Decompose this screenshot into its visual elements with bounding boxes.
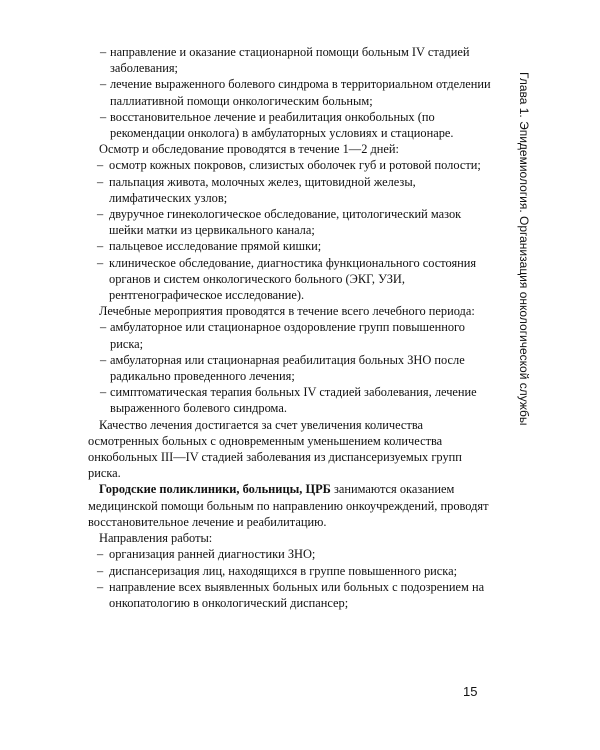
list-item: [88, 109, 492, 141]
dash-bullet: –: [97, 579, 104, 594]
list-item: [88, 563, 492, 579]
list-item: [88, 238, 492, 254]
list-item: [88, 157, 492, 173]
list-item: [88, 76, 492, 108]
dash-bullet: –: [100, 45, 107, 59]
list-item-text: направление и оказание стационарной помощи больным IV стадией заболевания;: [110, 45, 470, 76]
dash-bullet: –: [97, 158, 104, 173]
dash-bullet: –: [97, 547, 104, 562]
list-item-text: пальцевое исследование прямой кишки;: [109, 239, 322, 254]
dash-bullet: –: [97, 207, 104, 222]
dash-bullet: –: [97, 255, 104, 270]
dash-bullet: –: [97, 239, 104, 254]
list-item: [88, 319, 492, 351]
polyclinic-heading: Городские поликлиники, больницы, ЦРБ: [99, 482, 331, 497]
directions-intro: Направления работы:: [99, 531, 213, 546]
dash-bullet: –: [100, 320, 107, 335]
dash-bullet: –: [100, 352, 107, 367]
list-exam: [88, 157, 492, 303]
list-item: [88, 352, 492, 384]
treatment-intro: Лечебные мероприятия проводятся в течение всего лечебного периода:: [99, 304, 475, 319]
page-number: 15: [463, 684, 478, 699]
list-item-text: симптоматическая терапия больных IV стадией заболевания, лечение выраженного болевого синдрома.: [110, 385, 477, 416]
list-item: [88, 255, 492, 304]
polyclinic-text: занимаются оказанием медицинской помощи больным по направлению онкоучреждений, проводят восстановительное лечение и реабилитацию.: [88, 482, 489, 529]
polyclinic-paragraph: [88, 481, 492, 530]
list-directions: [88, 546, 492, 611]
dash-bullet: –: [100, 385, 107, 400]
list-item: [88, 579, 492, 611]
list-item-text: осмотр кожных покровов, слизистых оболочек губ и ротовой полости;: [109, 158, 481, 173]
list-treatment: [88, 319, 492, 416]
list-top-services: [88, 44, 492, 141]
dash-bullet: –: [97, 174, 104, 189]
exam-intro: Осмотр и обследование проводятся в течение 1—2 дней:: [99, 142, 399, 157]
list-item-text: клиническое обследование, диагностика функционального состояния органов и систем онкологического больного (ЭКГ, УЗИ, рентгенографическое исследование).: [109, 255, 477, 303]
list-item-text: восстановительное лечение и реабилитация онкобольных (по рекомендации онколога) в амбулаторных условиях и стационаре.: [110, 109, 454, 141]
list-item-text: амбулаторное или стационарное оздоровление групп повышенного риска;: [110, 320, 465, 351]
list-item-text: пальпация живота, молочных желез, щитовидной железы, лимфатических узлов;: [109, 174, 416, 205]
list-item-text: организация ранней диагностики ЗНО;: [109, 547, 316, 562]
list-item: [88, 384, 492, 416]
page-body: [88, 44, 492, 611]
list-item-text: амбулаторная или стационарная реабилитация больных ЗНО после радикально проведенного лечения;: [110, 352, 465, 384]
dash-bullet: –: [97, 563, 104, 578]
quality-paragraph: Качество лечения достигается за счет увеличения количества осмотренных больных с одновременным уменьшением количества онкобольных III—IV стадией заболевания из диспансеризуемых групп риска.: [88, 417, 462, 481]
dash-bullet: –: [100, 109, 107, 124]
list-item: [88, 44, 492, 76]
list-item: [88, 174, 492, 206]
list-item: [88, 546, 492, 562]
list-item-text: лечение выраженного болевого синдрома в территориальном отделении паллиативной помощи онкологическим больным;: [110, 77, 491, 108]
list-item-text: двуручное гинекологическое обследование, цитологический мазок шейки матки из цервикального канала;: [109, 207, 462, 238]
list-item-text: направление всех выявленных больных или больных с подозрением на онкопатологию в онкологический диспансер;: [109, 579, 485, 610]
dash-bullet: –: [100, 77, 107, 92]
list-item: [88, 206, 492, 238]
running-head: Глава 1. Эпидемиология. Организация онкологической службы: [517, 72, 531, 426]
list-item-text: диспансеризация лиц, находящихся в группе повышенного риска;: [109, 563, 458, 578]
